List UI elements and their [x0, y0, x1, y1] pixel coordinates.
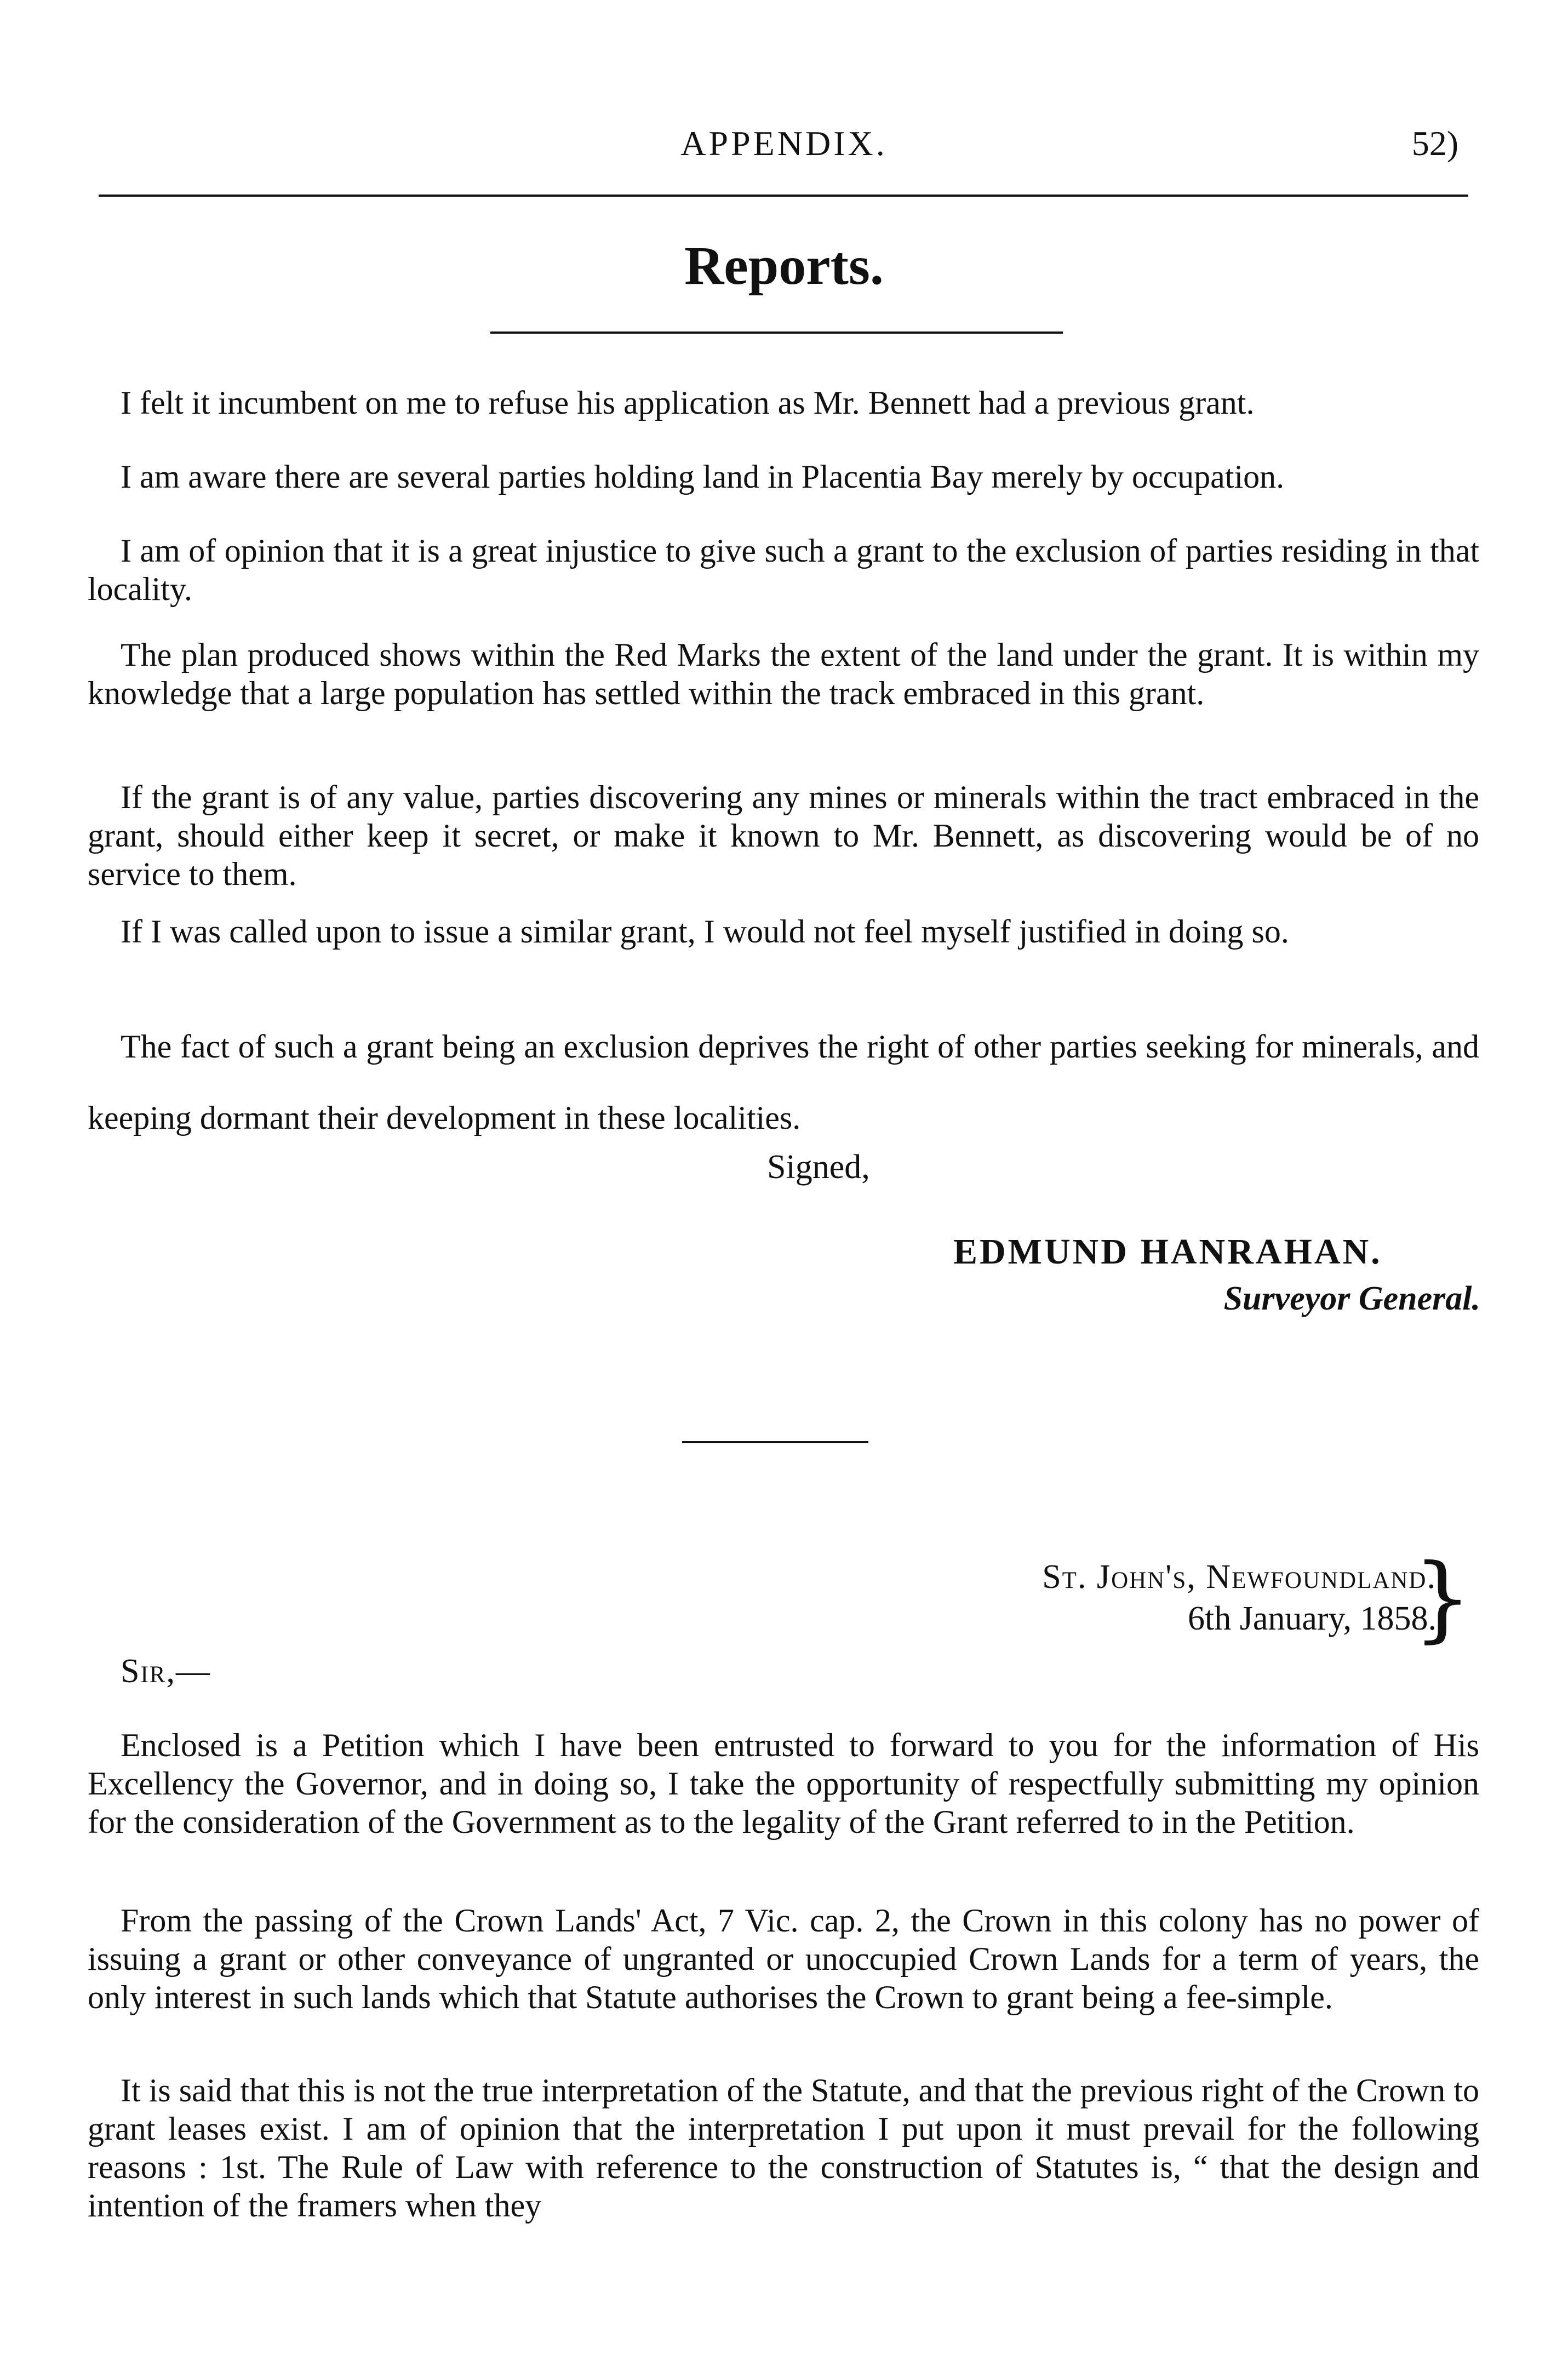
title-rule: [490, 331, 1063, 334]
report-paragraph: The plan produced shows within the Red Marks the extent of the land under the grant. It is within my knowledge that a large population has settled within the track embraced in this grant.: [88, 637, 1479, 711]
letter-date: 6th January, 1858.: [1187, 1600, 1437, 1637]
signed-label: Signed,: [767, 1148, 870, 1186]
letter-place: St. John's, Newfoundland.: [1042, 1558, 1437, 1596]
signer-name: EDMUND HANRAHAN.: [953, 1232, 1382, 1272]
report-paragraph: If the grant is of any value, parties discovering any mines or minerals within the tract embraced in the grant, should either keep it secret, or make it known to Mr. Bennett, as discovering would be of no service to them.: [88, 779, 1479, 892]
letter-paragraph: From the passing of the Crown Lands' Act, 7 Vic. cap. 2, the Crown in this colony has no power of issuing a grant or other conveyance of ungranted or unoccupied Crown Lands for a term of years, the only interest in such lands which that Statute authorises the Crown to grant being a fee-simple.: [88, 1902, 1479, 2015]
letter-paragraph: It is said that this is not the true interpretation of the Statute, and that the previous right of the Crown to grant leases exist. I am of opinion that the interpretation I put upon it must prevail for the following reasons : 1st. The Rule of Law with reference to the construction of Statutes is, “ that the design and intention of the framers when they: [88, 2072, 1479, 2223]
report-paragraph: I am of opinion that it is a great injustice to give such a grant to the exclusion of parties residing in that locality.: [88, 533, 1479, 607]
signer-title: Surveyor General.: [1223, 1280, 1480, 1317]
letter-paragraph: Enclosed is a Petition which I have been entrusted to forward to you for the information of His Excellency the Governor, and in doing so, I take the opportunity of respectfully submitting my opinion for the consideration of the Government as to the legality of the Grant referred to in the Petition.: [88, 1727, 1479, 1840]
running-head-title: APPENDIX.: [680, 124, 888, 163]
header-rule: [99, 195, 1468, 197]
report-paragraph: If I was called upon to issue a similar grant, I would not feel myself justified in doing so.: [121, 913, 1289, 950]
running-head: [0, 122, 1568, 165]
report-paragraph: The fact of such a grant being an exclusion deprives the right of other parties seeking for minerals, and keeping dormant their development in these localities.: [88, 1028, 1479, 1136]
section-divider: [682, 1441, 868, 1443]
letter-salutation: Sir,—: [121, 1653, 211, 1690]
letter-place-date: [1042, 1556, 1437, 1639]
brace-glyph: }: [1412, 1544, 1472, 1653]
report-paragraph: I felt it incumbent on me to refuse his application as Mr. Bennett had a previous grant.: [121, 385, 1255, 421]
section-title: Reports.: [684, 235, 884, 296]
report-paragraph: I am aware there are several parties holding land in Placentia Bay merely by occupation.: [121, 459, 1285, 495]
page-number: 52): [1411, 124, 1458, 163]
